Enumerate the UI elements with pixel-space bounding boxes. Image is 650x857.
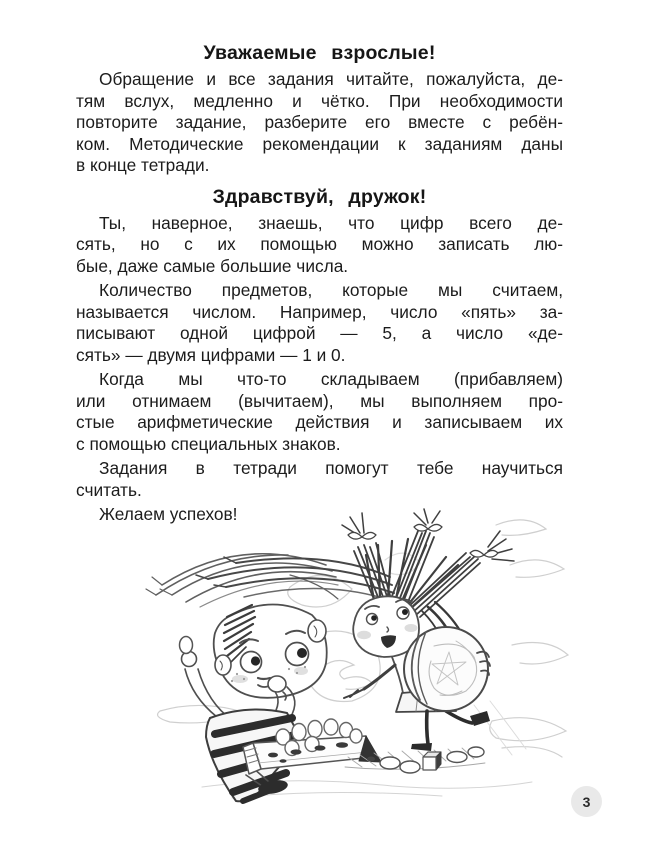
egg-in-hand bbox=[180, 637, 193, 654]
text-line: Обращение и все задания читайте, пожалуйста, де- bbox=[99, 69, 563, 89]
section-heading: Здравствуй, дружок! bbox=[212, 185, 427, 208]
text-line: бые, даже самые большие числа. bbox=[76, 255, 349, 276]
boy-blush-right bbox=[294, 667, 308, 675]
text-line: Когда мы что-то складываем (прибавляем) bbox=[99, 369, 563, 389]
paragraph bbox=[76, 458, 563, 501]
text-line: сять» — двумя цифрами — 1 и 0. bbox=[76, 344, 346, 365]
page-number-badge bbox=[571, 786, 602, 817]
ball bbox=[404, 627, 488, 711]
text-line: Количество предметов, которые мы считаем, bbox=[99, 280, 563, 300]
stone-cube bbox=[423, 752, 441, 770]
girl-torso bbox=[392, 657, 403, 693]
text-line: с помощью специальных знаков. bbox=[76, 433, 341, 454]
text-line: Ты, наверное, знаешь, что цифр всего де- bbox=[99, 212, 563, 233]
intro-text bbox=[76, 42, 563, 526]
girl-blush-left bbox=[357, 631, 371, 639]
girl-pointing-arm bbox=[364, 665, 395, 689]
paragraph bbox=[76, 280, 563, 366]
section-heading: Уважаемые взрослые! bbox=[203, 42, 436, 64]
boy-left-ear bbox=[215, 655, 231, 675]
text-line: Задания в тетради помогут тебе научиться bbox=[99, 458, 563, 478]
text-line: считать. bbox=[76, 479, 142, 500]
paragraph bbox=[76, 213, 563, 278]
children-counting-illustration bbox=[140, 505, 580, 815]
text-line: писывают одной цифрой — 5, а число «де- bbox=[76, 323, 563, 343]
paragraph bbox=[76, 369, 563, 455]
text-line: ком. Методические рекомендации к заданиям даны bbox=[76, 133, 563, 154]
text-line: стые арифметические действия и записываем их bbox=[76, 412, 563, 432]
page-number: 3 bbox=[582, 793, 591, 810]
text-line: Желаем успехов! bbox=[99, 504, 238, 524]
text-line: в конце тетради. bbox=[76, 155, 210, 175]
text-line: повторите задание, разберите его вместе с ребён- bbox=[76, 112, 563, 132]
girl-standing-shoe bbox=[411, 743, 432, 751]
girl-standing-leg bbox=[427, 711, 428, 744]
paragraph bbox=[76, 69, 563, 177]
text-line: тям вслух, медленно и чётко. При необходимости bbox=[76, 90, 563, 111]
girl-blush-right bbox=[405, 624, 418, 632]
girl-kicked-leg bbox=[446, 711, 472, 723]
text-line: сять, но с их помощью можно записать лю- bbox=[76, 234, 563, 254]
boy-blush-left bbox=[232, 675, 248, 683]
text-line: называется числом. Например, число «пять» за- bbox=[76, 301, 563, 322]
text-line: или отнимаем (вычитаем), мы выполняем про- bbox=[76, 390, 563, 411]
